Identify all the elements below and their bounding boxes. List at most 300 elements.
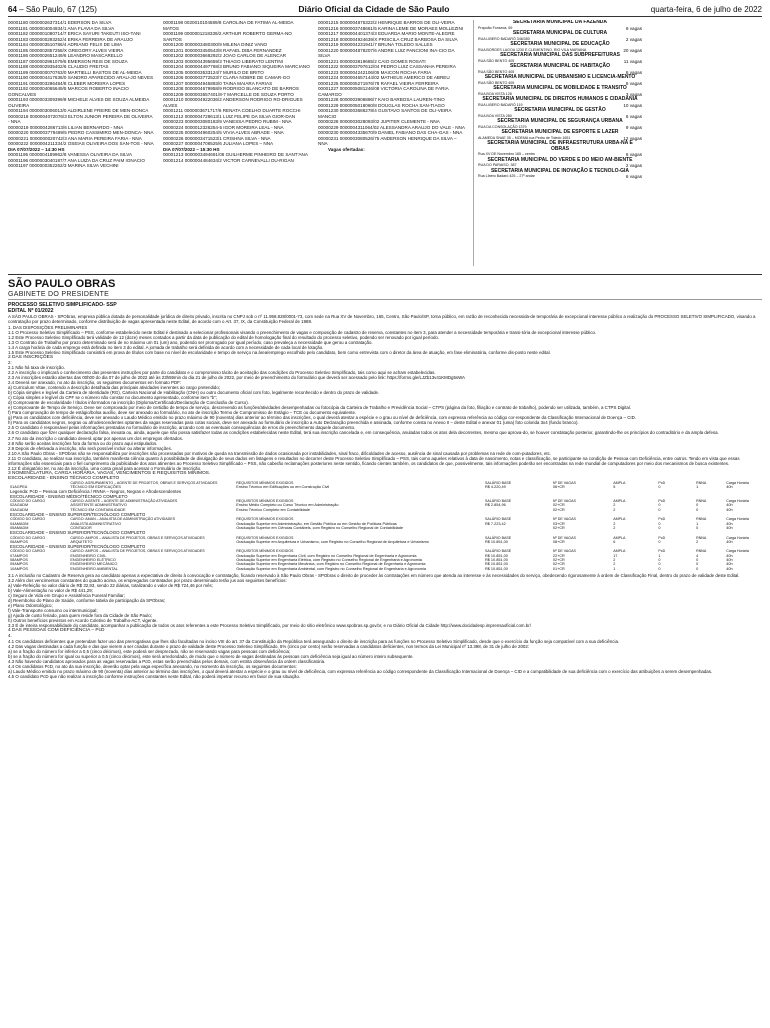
- table-cell: Carga Horária: [726, 535, 749, 540]
- edital-paragraph: 3 NOMENCLATURA, CARGA HORÁRIA, VAGAS, VENCIMENTOS E REQUISITOS MÍNIMOS.: [8, 470, 211, 476]
- table-cell: 0: [658, 521, 661, 526]
- secretaria-vagas: [478, 174, 642, 180]
- table-cell: RNNA: [696, 517, 707, 522]
- page-number: 64: [8, 5, 17, 14]
- candidate-entry: 00001202 0000003668292/2 JOAO CARLOS DE ALENCAR: [163, 53, 287, 58]
- candidate-entry: 00001191 0000003296484/8 CLEBER MOREIRA LOPES: [8, 80, 126, 86]
- candidate-entry: 00001213 0000003494691/06 GUILHERME PINHEIRO DE SANT'ANA: [163, 152, 308, 157]
- table-cell: PcD: [658, 480, 666, 485]
- edital-paragraph: 2:: [8, 359, 12, 365]
- table-cell: R$ 2.854,96: [485, 503, 506, 508]
- secretaria-name: SECRETARIA MUNICIPAL DE CULTURA: [512, 30, 608, 36]
- table-cell: Carga Horária: [726, 549, 749, 554]
- secretaria-name: SECRETARIA MUNICIPAL DA FAZENDA: [512, 20, 608, 25]
- candidate-entry: 00001203 0000004395659/3 THIAGO LIBERATO LENTINI: [163, 58, 284, 64]
- secretaria-name: SECRETARIA MUNICIPAL DO VERDE E DO MEIO AM-BIENTE: [487, 156, 633, 163]
- edital-paragraph: 2.7 No ato da inscrição o candidato deverá optar por apenas um dos empregos ofertados.: [8, 435, 184, 441]
- candidate-entry: 00001195 0000004189962/8 VANESSA OLIVEIRA DA SILVA: [8, 152, 133, 157]
- secretaria-address: Prapoão Fonseca, 69: [478, 25, 513, 30]
- candidate-entry: 00001188 0000002935402/6 CLAUDIO FREITAS: [8, 64, 109, 69]
- table-cell: 0: [696, 507, 699, 512]
- table-cell: 1: [696, 485, 699, 490]
- table-cell: 0: [658, 507, 661, 512]
- table-row: [8, 567, 762, 571]
- table-cell: RNNA: [696, 549, 707, 554]
- candidate-entry: 00000228 0000003028093/02 JUPITER CLEMENTE - NNA: [318, 119, 440, 124]
- journal-issue: São Paulo, 67 (125): [25, 5, 97, 14]
- edital-body: [8, 302, 762, 679]
- edital-paragraph: 4.1 Os candidatos deficientes que pretendam fazer uso das prerrogativas que lhes são facultadas no inciso VIII do art. 37 da Constituição da República terá assegurado o direito de inscrição para as funções no Processo Seletivo Simplificado, desde que o exercício da função seja compatível com a sua deficiência.: [8, 638, 620, 644]
- candidate-entry: 00001210 0000004922036/2 ANDERSON RODRIGO RO-DRIGUES ALVES: [163, 97, 303, 108]
- candidate-entry: 00001224 0000004657144/02 MATHEUS AMERICO DE ABREU: [318, 75, 450, 80]
- table-cell: R$ 7.223,42: [485, 521, 506, 526]
- edital-paragraph: a) Laudo Médico emitido no prazo máximo de 90 (noventa) dias anterior ao término das inscrições, o qual deverá atestar a espécie e o grau ou nível de deficiência, com expressa referência ao código correspondente da Classificação Internacional de Doença – CID e a compatibilidade de sua deficiência com o exercício das atribuições a serem desempenhadas.: [8, 668, 713, 674]
- candidate-entry: 00001200 0000003480300/9 MILENA DINIZ VANO: [163, 42, 268, 47]
- candidate-entry: 00001190 0000004417636/0 SANDRO APARECIDO ARAU-JO NEVES: [8, 75, 154, 80]
- jobs-table: [8, 481, 762, 571]
- table-cell: SALÁRIO BASE: [485, 499, 512, 504]
- edital-paragraph: A SÃO PAULO OBRAS - SPObras, empresa pública dotada de personalidade jurídica de direito privado, inscrita no CNPJ sob o nº 11.958.828/0001-73, com sede na Rua XV de Novembro, 165, Centro, São Paulo/SP, torna público, em razão de reconhecida necessida-de temporária de excepcional interesse público a realização do PROCESSO SELETIVO SIMPLIFICADO, visando a contratação por prazo determinado, conforme distribuição de vagas apresentada neste Edital, de acordo com o Art. 37, IX, da Constituição Federal de 1988.: [8, 314, 756, 325]
- table-cell: Nº DE VAGAS: [552, 549, 576, 554]
- candidate-entry: 00001211 0000003671717/6 RENATA COELHO DUARTE ROCCHI: [163, 108, 301, 113]
- edital-paragraph: 2.5 O candidato é responsável pelas informações prestadas no formulário de inscrição, arcando com as eventuais consequências de erros de preenchimento daquele documento.: [8, 425, 356, 431]
- candidate-entry: 00001225 0000005271976/78 RAFAEL VIEIRA FERREIRA: [318, 80, 439, 86]
- edital-paragraph: 1.2 Este Processo Seletivo Simplificado terá validade de 12 (doze) meses contados a partir da data de publicação do edital de homologação final do resultado do processo seletivo, podendo ser renovado por igual período.: [8, 334, 440, 340]
- edital-paragraph: 2 DAS INSCRIÇÕES: [8, 354, 54, 360]
- candidate-entry: 00000220 0000003779489/5 PEDRO CASSIMIRO MEN-DONCA- NNA: [8, 130, 154, 135]
- table-cell: 07AMPOS: [10, 553, 28, 558]
- table-cell: Ensino Técnico Completo em Contabilidade: [236, 507, 310, 512]
- table-cell: Graduação Superior em Arquitetura e Urbanismo, com Registro no Conselho Regional de Arquitetura e Urbanismo: [236, 539, 429, 544]
- secretaria-count: 6 vagas: [625, 69, 642, 75]
- table-cell: 01AGPEA: [10, 485, 28, 490]
- table-cell: ENGENHEIRO ELÉTRICO: [70, 558, 116, 562]
- table-cell: 2: [613, 521, 616, 526]
- table-cell: CÓDIGO DO CARGO: [10, 549, 46, 554]
- table-cell: CARGO: AMPOS – ANALISTA DE PROJETOS, OBRAS E SERVIÇOS ATIVIDADES: [70, 535, 205, 540]
- secretaria-name: SECRETARIA MUNICIPAL DE INOVAÇÃO E TECNOLO-GIA: [490, 167, 630, 174]
- table-cell: REQUISITOS MÍNIMOS EXIGIDOS: [236, 549, 294, 554]
- secretaria-count: 2 vagas: [625, 163, 642, 168]
- edital-paragraph: b) se a fração do número for igual ou superior a 0,5 (cinco décimos), este será arredondado, de modo que o número de vagas destinadas às pessoas com deficiência seja igual ao número inteiro subsequente.: [8, 653, 414, 659]
- candidate-entry: 00000229 0000004311064/02 ALESSANDRA ARAUJO DO VALE - NNA: [318, 124, 465, 130]
- table-cell: AMPLA: [613, 499, 626, 504]
- edital-paragraph: 1.1 O Processo Seletivo Simplificado – PSS, conforme estabelecido neste Edital é destinado a selecionar profissionais visando o preenchimento de vagas e composição de cadastro de reserva, constantes no item 3, para atender a necessidade temporária e transi-tória de excepcional interesse público.: [8, 329, 597, 335]
- secretaria-address: RUA LIBERO BADARÓ 346/350: [478, 36, 530, 41]
- table-cell: 08AMPOS: [10, 558, 28, 562]
- table-cell: 40h: [726, 562, 733, 567]
- table-cell: 5: [613, 485, 616, 490]
- candidate-entry: 00001197 0000000352262/3 MARINA SILVA VECHINI: [8, 163, 119, 168]
- edital-paragraph: 2.10 A São Paulo Obras - SPObras não se responsabiliza por inscrições não processadas por motivos de queda na transmissão de dados ocasionada por instabilidades, sinal fraco, dificuldades de acesso, ausência de sinal causada por problemas na rede de com-putadores, etc.: [8, 450, 552, 456]
- edital-paragraph: d) Comprovante de escolaridade / títulos informados na inscrição (Diploma/Certificado/Declaração de Conclusão de Curso).: [8, 400, 249, 406]
- edital-paragraph: 1.4 A carga horária de cada emprego está definida no item 3 do edital. A jornada de trabalho será definida de acordo com a necessidade de cada local de lotação.: [8, 344, 324, 350]
- secretaria-count: 9 vagas: [625, 124, 642, 130]
- candidate-entry: 00000226 0000003471523/1 CRISHNA SILVA - NNA: [163, 135, 271, 141]
- candidate-entry: 00001222 0000003797612/04 PEDRO LUIZ CASSANHA PEREIRA: [318, 64, 456, 69]
- table-section-label: ESCOLARIDADE – ENSINO SUPERIOR/TECNÓLOGO COMPLETO: [10, 512, 146, 518]
- table-cell: 0: [696, 503, 699, 508]
- table-cell: Ensino Médio Completo ou Curso Técnico em Administração: [236, 503, 339, 508]
- secretaria-name: SECRETARIA MUNICIPAL DE HABITAÇÃO: [510, 63, 610, 69]
- edital-paragraph: b) Cópia simples e legível da Carteira de Identidade (RG), Carteira Nacional de Habilitação (CNH) ou outro documento oficial com foto, legalmente reconhecido e dentro do prazo de validade.: [8, 390, 380, 396]
- edital-paragraph: 4.3 Não havendo candidatos aprovados para as vagas reservadas a PcD, estas serão preenchidas pelos demais, com estrita observância da ordem classificatória.: [8, 658, 326, 664]
- edital-paragraph: 3.3 É de inteira responsabilidade do candidato, acompanhar a publicação de todos os atos referentes a este Processo Seletivo Simplificado, por meio do sítio eletrônico www.spobras.sp.gov.br, e no Diário Oficial da Cidade http://www.docidadesp.imprensaoficial.com.br/: [8, 623, 531, 629]
- candidate-entry: 00001183 0000000293252/4 ERIKA FERREIRA DE ARAUJO: [8, 36, 133, 42]
- edital-number: EDITAL Nº 01/2022: [8, 308, 54, 315]
- edital-paragraph: 2.2 A inscrição o implicará o conhecimento das presentes instruções por parte do candidato e o compromisso tácito de aceitação das condições do Processo Seletivo Simplificado, tais como aqui se acham estabelecidas.: [8, 369, 436, 375]
- table-cell: ANALISTA ADMINISTRATIVO: [70, 521, 122, 526]
- process-title: PROCESSO SELETIVO SIMPLIFICADO- SSP: [8, 302, 117, 308]
- table-cell: Nº DE VAGAS: [552, 517, 576, 522]
- table-cell: R$ 10.851,00: [485, 562, 508, 567]
- secretaria-address: RUA DO PARAISO, 387: [478, 163, 517, 167]
- table-cell: 04AMADM: [10, 521, 29, 526]
- edital-paragraph: 4.: [8, 633, 12, 639]
- secretaria-name: SECRETARIA MUNICIPAL DAS SUBPREFEITURAS: [500, 52, 620, 58]
- table-cell: CÓDIGO DO CARGO: [10, 499, 46, 504]
- table-cell: ARQUITETO: [70, 539, 93, 544]
- candidate-entry: 00001187 0000002961079/6 EMERSON REIS DE SOUZA: [8, 58, 128, 64]
- secretaria-count: 6 vagas: [625, 80, 642, 86]
- secretaria-count: 6 vagas: [625, 113, 642, 119]
- table-cell: 03+CR: [552, 521, 565, 526]
- table-cell: PcD: [658, 499, 666, 504]
- candidate-entry: 00001208 0000004679958/9 RODRIGO BLANCATO DE BARROS: [163, 86, 299, 91]
- secretaria-name: SECRETARIA MUNICIPAL DE URBANISMO E LICENCIA-MENTO: [484, 74, 636, 80]
- secretaria-address: Rua Líbero Badaró 425 – 27º andar: [478, 174, 535, 178]
- edital-paragraph: 2.4 Deverá ser anexado, no ato da inscrição, os seguintes documentos em formato PDF:: [8, 380, 182, 386]
- candidate-entry: 00001220 0000004878207/6 ANDRE LUIZ PANCIONI INA-CIO DA SILVA: [318, 47, 455, 58]
- table-cell: R$ 10.851,00: [485, 539, 508, 544]
- edital-paragraph: h) Para os candidatos negros, negras ou afrodescendentes optantes da vagas reservadas para cotas sociais, deve ser anexado ao formulário de inscrição a Auto Declaração preenchida e assinada, conforme consta no Anexo II – deste Edital e anexar 01 (uma) foto colorida 3x4 (fundo branco).: [8, 420, 579, 426]
- table-cell: PcD: [658, 549, 666, 554]
- candidate-entry: 00001180 0000002637314/1 EDERSON DA SILVA: [8, 20, 112, 25]
- table-cell: 0: [696, 566, 699, 571]
- secretaria-count: 10 vagas: [623, 102, 642, 108]
- table-cell: 0: [658, 485, 661, 490]
- secretaria-count: 6 vagas: [625, 152, 642, 157]
- secretaria-name: SECRETARIA MUNICIPAL DE INFRAESTRUTURA URBA-NA E OBRAS: [487, 140, 633, 152]
- table-section-label: ESCOLARIDADE - ENSINO MÉDIO/TÉCNICO COMPLETO: [10, 493, 128, 499]
- table-section-label: ESCOLARIDADE – ENSINO SUPERIOR/TECNÓLOGO COMPLETO: [10, 544, 146, 550]
- table-cell: 0: [658, 503, 661, 508]
- table-cell: RNNA: [696, 499, 707, 504]
- section-title: SÃO PAULO OBRAS: [8, 278, 116, 290]
- candidate-column-3: [318, 20, 465, 266]
- table-cell: REQUISITOS MÍNIMOS EXIGIDOS: [236, 535, 294, 540]
- table-cell: 0: [696, 525, 699, 530]
- candidate-entry: 00001219 0000004231941/7 BRUNA TOLEDO SALLES: [318, 42, 433, 47]
- edital-paragraph: e) Comprovante de Tempo de Serviço. Deve ser comprovado por meio de certidão de tempo de serviço, descrevendo as funções/atividades desempenhadas ou fotocópia da Carteira de Trabalho e Previdência Social – CTPS (página da foto, filiação e contrato de trabalho), podendo ser utilizada, também, a CTPS Digital.: [8, 405, 632, 411]
- secretaria-address: RUA SÃO BENTO 405: [478, 80, 515, 85]
- secretaria-count: 6 vagas: [625, 174, 642, 179]
- table-legend: Legenda: PcD – Pessoa com Deficiência / RNNA – Negros, Negras e Afrodescendentes: [10, 488, 182, 494]
- table-cell: 6: [613, 539, 616, 544]
- candidate-entry: 00001212 0000004728613/1 LUIZ FELIPE DA SILVA GIOR-DAN: [163, 113, 296, 119]
- table-cell: TÉCNICO EM EDIFICAÇÕES: [70, 485, 121, 490]
- secretaria-name: SECRETARIA MUNICIPAL DE ESPORTE E LAZER: [501, 129, 619, 135]
- candidate-entry: 00001181 0000004004934/1 ANA FLAVIA DA SILVA: [8, 25, 115, 31]
- secretaria-address: RUA BOA VISTA 128: [478, 91, 512, 96]
- table-cell: Graduação Superior em Engenharia Elétrica, com Registro no Conselho Regional de Engenharia e Agronomia: [236, 558, 422, 562]
- table-cell: AMPLA: [613, 480, 626, 485]
- table-cell: 02AGADM: [10, 503, 29, 508]
- table-cell: Carga Horária: [726, 480, 749, 485]
- table-cell: SALÁRIO BASE: [485, 480, 512, 485]
- candidate-entry: 00001198 0020010104589/8 CAROLINA DE FATIMA AL-MEIDA MATOS: [163, 20, 294, 31]
- table-cell: 08+CR: [552, 539, 565, 544]
- candidate-entry: 00001230 0000003686278/4 GUSTAVO SANTOS DE OLI-VEIRA MANCIO: [318, 108, 452, 119]
- edital-paragraph: 4.5 O candidato PcD que não realizar a inscrição conforme instruções constantes neste Edital, não poderá impetrar recurso em favor de sua situação.: [8, 673, 301, 679]
- table-cell: REQUISITOS MÍNIMOS EXIGIDOS: [236, 480, 294, 485]
- edital-paragraph: 4.2 Das vagas destinadas a cada função e das que vierem a ser criadas durante o prazo de validade deste Processo Seletivo Simplificado, 5% (cinco por cento) serão reservadas a candidatos deficientes, nos termos da Lei Municipal nº 13.398, de 31 de julho de 2002:: [8, 643, 529, 649]
- edital-paragraph: a) Curriculum Vitae, contendo a descrição detalhada das principais atividades inerentes ao cargo pretendido;: [8, 385, 221, 391]
- table-cell: SALÁRIO BASE: [485, 549, 512, 554]
- table-cell: AMPLA: [613, 517, 626, 522]
- table-cell: 03AGADM: [10, 507, 29, 512]
- candidate-entry: 00000219 0000004286713/6 LILIAN BERNARDO - NNA: [8, 124, 124, 130]
- table-cell: 1: [658, 553, 661, 558]
- table-cell: ENGENHEIRO CIVIL: [70, 553, 107, 558]
- table-cell: R$ 10.851,00: [485, 553, 508, 558]
- table-cell: CÓDIGO DO CARGO: [10, 517, 46, 522]
- edital-paragraph: c) Seguro de Vida em Grupo e Assistência Funeral Familiar;: [8, 593, 125, 599]
- edital-paragraph: 1.5 Este Processo Seletivo Simplificado consistirá em prova de títulos com base no nível de escolaridade e tempo de serviço na área/emprego escolhido pelo candidato, bem como entrevista com o diretor da área de atuação, em fase eliminatória, conforme dis-posto neste edital.: [8, 349, 551, 355]
- table-cell: Graduação Superior em Ciências Contábeis, com Registro no Conselho Regional de Contabilidade: [236, 525, 403, 530]
- edital-paragraph: c) Cópia simples e legível do CPF se o número não constar no documento apresentado, conforme item "b";: [8, 395, 217, 401]
- edital-paragraph: 2.12 É obrigatório ter, no ato da inscrição, uma conta gmail para acessar o Formulário de Inscrição.: [8, 465, 202, 471]
- candidate-entry: 00000224 0000012326254-5 IGOR MOREIRA LEAL - NNA: [163, 124, 284, 130]
- newspaper-page: [8, 4, 762, 1020]
- candidate-entry: 00001185 0000002857258/X GREGORY ALVES VIEIRA: [8, 47, 124, 53]
- candidate-entry: 00000218 0000004072076/3 ELTON JUNIOR PEREIRA DE OLIVEIRA - NNA: [8, 113, 153, 124]
- table-cell: 0: [696, 558, 699, 562]
- table-cell: AMPLA: [613, 535, 626, 540]
- secretaria-name: SECRETARIA MUNICIPAL DE SEGURANÇA URBANA: [497, 118, 623, 124]
- table-cell: 40h: [726, 525, 733, 530]
- edital-paragraph: 1. DAS DISPOSIÇÕES PRELIMINARES: [8, 324, 88, 330]
- table-cell: 1: [696, 521, 699, 526]
- edital-paragraph: 2.1 Não há taxa de inscrição.: [8, 364, 65, 370]
- table-cell: CARGO: AGENTE – AGENTE DE ADMINISTRAÇÃO ATIVIDADES: [70, 499, 178, 504]
- edital-paragraph: 2.9 Depois de efetivada a inscrição, não será possível incluir ou alterar informações.: [8, 445, 173, 451]
- edital-paragraph: e) Plano Odontológico;: [8, 603, 53, 609]
- table-cell: SALÁRIO BASE: [485, 517, 512, 522]
- table-cell: 2: [613, 507, 616, 512]
- table-cell: 40h: [726, 507, 733, 512]
- secretaria-count: 11 vagas: [623, 58, 642, 64]
- candidate-entry: 00001192 0000004065649/5 MARCOS ROBERTO INACIO GONCALVES: [8, 86, 129, 97]
- table-cell: 02+CR: [552, 558, 565, 562]
- candidate-entry: 00001209 0000003557401/8-7 MARCELLE DE SOUZA PORTO: [163, 91, 294, 97]
- vagas-column: [473, 20, 642, 266]
- secretaria-address: RUA SÃO BENTO 405: [478, 69, 515, 74]
- table-cell: 40h: [726, 485, 733, 490]
- secretaria-address: RUA SÃO BENTO 405: [478, 58, 515, 63]
- candidate-entry: 00001218 0000004924639/X PRISCILA CRUZ BARBOSA DA SILVA: [318, 36, 458, 42]
- candidate-entry: 00001216 0000003748661/5 KARINA LEME DE MORAES MOLLEZINI: [318, 25, 464, 31]
- table-cell: 0: [696, 562, 699, 567]
- candidate-entry: 00000223 0000003080183/9 VANESSA PEDRO RUBIM - NNA: [163, 119, 292, 124]
- candidate-column-2: [163, 20, 310, 266]
- table-cell: 40h: [726, 521, 733, 526]
- candidate-entry: 00001223 0000004242106/05 MAICON ROCHA FARIA: [318, 69, 432, 75]
- table-cell: REQUISITOS MÍNIMOS EXIGIDOS: [236, 499, 294, 504]
- edital-paragraph: 2.8 Não serão aceitas inscrições fora da forma ou do prazo aqui estipulados.: [8, 440, 158, 446]
- table-cell: ENGENHEIRO AMBIENTAL: [70, 566, 118, 571]
- secretaria-address: RUA BORGES LAGOA 1230 E CLEMENTINO, RIO VILA MARIANA: [478, 47, 587, 52]
- table-cell: 40h: [726, 503, 733, 508]
- table-cell: 09AMPOS: [10, 562, 28, 567]
- candidate-entry: 00000221 0000000020742/3 ANA MARIA PEREIRA FARIA - NNA: [8, 135, 142, 141]
- secretaria-address: RUA DA CONSOLAÇÃO 1379: [478, 124, 527, 129]
- edital-paragraph: h) Outros benefícios previstos em Acordo Coletivo de Trabalho-ACT, vigente.: [8, 618, 158, 624]
- secretaria-address: ALAMEDA SNAE 35 – MOEMA rua Pedro de Toledo 1651: [478, 135, 571, 140]
- table-cell: Graduação Superior em Engenharia Civil, com Registro no Conselho Regional de Engenharia e Agronomia: [236, 553, 417, 558]
- candidate-entry: 00001229 0000005018060/8 DOUGLAS ROCHA SAN-TIAGO: [318, 102, 445, 108]
- table-cell: 22+CR: [552, 553, 565, 558]
- table-cell: R$ 10.851,00: [485, 558, 508, 562]
- candidate-entry: 00001206 0000003772523/7 CLARA NOBRE DE CAMAR-GO: [163, 75, 290, 80]
- candidate-entry: 00001221 0000003819685/2 CAIO GOMES ROSATI: [318, 58, 426, 64]
- table-cell: Nº DE VAGAS: [552, 499, 576, 504]
- table-cell: Graduação Superior em Engenharia Mecânica, com Registro no Conselho Regional de Engenharia e Agronomia: [236, 562, 426, 567]
- table-cell: 4: [696, 553, 699, 558]
- issue-date: quarta-feira, 6 de julho de 2022: [650, 5, 762, 14]
- edital-paragraph: g) Para os candidatos com deficiência, deve ser anexado o Laudo Médico emitido no prazo máximo de 90 (noventa) dias anterior ao término das inscrições, o qual deverá atestar a espécie e o grau ou nível de deficiência, com expressa referência ao código cor-respondente da Classificação Internacional de Doença – CID.: [8, 415, 636, 421]
- table-cell: 2: [613, 562, 616, 567]
- table-cell: R$ 10.851,00: [485, 566, 508, 571]
- table-cell: 02+CR: [552, 503, 565, 508]
- candidate-entry: 00001215 0000004875322/2 HENRIQUE BARROS DE OLI-VEIRA: [318, 20, 455, 25]
- edital-paragraph: 2.6 O candidato que fizer qualquer declaração falsa, inexata ou, ainda, aquele que não possa satisfazer todas as condições estabelecidas neste Edital, terá sua inscrição cancelada e, em consequência, anuladas todos os atos dela decorrentes, mesmo que aprova-do, se houver constatação posterior, garantindo-lhe os princípios do contraditório e da ampla defesa.: [8, 430, 719, 436]
- secretaria-address: Rua XV DE Novembro 165 – centro: [478, 152, 535, 156]
- candidate-column-1: [8, 20, 155, 266]
- table-cell: RNNA: [696, 535, 707, 540]
- table-cell: Graduação Superior em Engenharia Ambiental, com Registro no Conselho Regional de Engenharia e Agronomia: [236, 566, 426, 571]
- table-cell: TÉCNICO EM CONTABILIDADE: [70, 507, 126, 512]
- candidate-entry: 00000225 0000004960254/5 VIVIA ALVES ABRADE - NNA: [163, 130, 284, 135]
- table-cell: 06AMPOS: [10, 539, 28, 544]
- table-cell: Carga Horária: [726, 499, 749, 504]
- secretaria-name: SECRETARIA MUNICIPAL DE EDUCAÇÃO: [510, 41, 610, 47]
- candidate-entry: 00000230 0000004335670/9 DANIEL FABIANO DAS CHA-GAS - NNA: [318, 130, 463, 135]
- edital-paragraph: 2.3 As inscrições estarão abertas das 00h00 do dia 07 de julho de 2022 até às 23h59min do dia 21 de julho de 2022, por meio de preenchimento do formulário que deverá ser acessado pelo link: https://forms.gle/LJZb13v41KMDg5sWA: [8, 374, 465, 380]
- section-subtitle: GABINETE DO PRESIDENTE: [8, 291, 762, 300]
- table-cell: 10AMPOS: [10, 566, 28, 571]
- table-cell: 0: [658, 525, 661, 530]
- candidate-entry: 00001189 0000000070763/0 MARTIELLI BASTOS DE AL-MEIDA: [8, 69, 142, 75]
- secretaria-name: SECRETARIA MUNICIPAL DE DIREITOS HUMANOS E CIDADANIA: [482, 96, 638, 102]
- table-cell: Graduação Superior em Administração, em Gestão Pública ou em Gestão de Políticas Públicas: [236, 521, 397, 526]
- table-cell: 1: [613, 566, 616, 571]
- candidate-entry: 00001228 0000003906896/7 KAIO BARBOSA LAUREN-TINO: [318, 97, 445, 102]
- table-cell: 02+CR: [552, 562, 565, 567]
- candidate-entry: 00001199 0000001218339/2 ARTHUR ROBERTO GERMA-NO SANTOS: [163, 31, 292, 42]
- secretaria-count: 12 vagas: [623, 135, 642, 141]
- edital-paragraph: f) Para comprovação de tempo de estágio/bolsa auxílio, deve ser anexado ao formulário, no ato de inscrição Termo de Compromisso de Estágio – TCE ou documento equivalente.: [8, 410, 357, 416]
- edital-paragraph: 2.11 O candidato, ao realizar sua inscrição, também manifesta ciência quanto à possibilidade de divulgação de seus dados em listagens e resultados no decorrer deste Processo Seletivo Simplificado – PSS, tais como aqueles relativos à data de nascimento, notas e classificação, se participante na condição de Pessoa com Deficiência, entre outros. Tendo em vista que essas informações são essenciais para o fiel cumprimento da publicidade dos atos atinentes ao Processo Seletivo Simplificado – PSS, não caberão reclamações posteriores neste sentido, ficando cientes também, os candidatos de que, possivelmente, tais informações poderão ser encontradas na rede mundial de computadores por meio dos mecanismos de busca existentes.: [8, 455, 740, 466]
- table-cell: REQUISITOS MÍNIMOS EXIGIDOS: [236, 517, 294, 522]
- edital-paragraph: a) se a fração do número for inferior a 0,5 (cinco décimos), este poderá ser desprezado, não se reservando vagas para pessoas com deficiência;: [8, 648, 291, 654]
- table-cell: 06+CR: [552, 485, 565, 490]
- secretaria-address: RUA LIBERO BADARÓ 119: [478, 102, 523, 107]
- secretaria-count: 20 vagas: [623, 47, 642, 53]
- table-cell: CARGO: AMPOS – ANALISTA DE PROJETOS, OBRAS E SERVIÇOS ATIVIDADES: [70, 549, 205, 554]
- table-cell: Ensino Técnico em Edificações ou em Construção Civil: [236, 485, 330, 490]
- table-cell: 2: [696, 539, 699, 544]
- edital-paragraph: ESCOLARIDADE - ENSINO TÉCNICO COMPLETO: [8, 475, 120, 481]
- edital-paragraph: a) Vale-Refeição no valor diário de R$ 32,93, sendo 22 diárias, totalizando o valor de R$ 724,46 por mês;: [8, 582, 213, 588]
- table-section-label: ESCOLARIDADE – ENSINO SUPERIOR/TECNÓLOGO COMPLETO: [10, 530, 146, 536]
- table-cell: 02+CR: [552, 507, 565, 512]
- table-cell: R$ 4.220,49: [485, 485, 506, 490]
- candidate-entry: DIA 07/07/2022 – 14:30 HS: [8, 146, 65, 152]
- journal-title: Diário Oficial da Cidade de São Paulo: [298, 4, 450, 14]
- table-cell: CÓDIGO DO CARGO: [10, 535, 46, 540]
- edital-paragraph: b) Vale-Alimentação no valor de R$ 441,29;: [8, 588, 93, 594]
- edital-paragraph: d) Reembolso do Plano de Saúde, conforme tabela de participação da SPObras;: [8, 598, 166, 604]
- table-cell: 2: [613, 525, 616, 530]
- edital-paragraph: 4.4 Os candidatos PcD, no ato da sua inscrição, deverão optar pela vaga específica anexando, no momento da inscrição, os seguintes documentos:: [8, 663, 297, 669]
- candidate-entry: 00001227 0000005081246/08 VICTORIA CAROLINA DE FARIA CAMARGO: [318, 86, 449, 97]
- candidate-entry: 00000222 0000004211334/2 OSEIAS OLIVEIRA DOS SAN-TOS - NNA: [8, 141, 154, 146]
- candidate-entry: 00001201 0000003450543/8 RAFAEL DIBA FERNANDEZ: [163, 47, 282, 53]
- table-cell: PcD: [658, 517, 666, 522]
- edital-paragraph: 1.3 O Contrato de Trabalho por prazo determinado será de no máximo um 01 (um) ano, podendo ser prorrogado por igual período, caso prevaleça a necessidade que gerou a contratação.: [8, 339, 373, 345]
- page-header: 64 – São Paulo, 67 (125) Diário Oficial da Cidade de São Paulo quarta-feira, 6 de julho de 2022: [8, 4, 762, 17]
- table-cell: 0: [658, 566, 661, 571]
- candidate-entry: 00001205 0000003533124/7 MURILO DE BRITO: [163, 69, 264, 75]
- table-cell: 2: [613, 558, 616, 562]
- vagas-ofertadas-label: Vagas ofertadas:: [328, 146, 365, 152]
- candidate-entry: 00001182 0000001080714/7 ERICA SAYURI TAKEUTI ISO-TANI: [8, 31, 141, 36]
- table-cell: 17: [613, 553, 618, 558]
- candidate-entry: 00001193 0000003309399/8 MICHELE ALVES DE SOUZA ALMEIDA OLIVEIRA: [8, 97, 150, 108]
- table-cell: RNNA: [696, 480, 707, 485]
- secretaria-count: 2 vagas: [625, 36, 642, 42]
- table-cell: 40h: [726, 566, 733, 571]
- secretaria-count: 9 vagas: [625, 25, 642, 31]
- table-cell: 2: [613, 503, 616, 508]
- candidate-entry: 00001196 0000003040187/7 ANA LUIZA DA CRUZ PAIM IGNACIO: [8, 157, 145, 163]
- secretaria-name: SECRETARIA MUNICIPAL DE GESTÃO: [514, 107, 606, 113]
- table-cell: CARGO: AMAN – ANALISTA DE ADMINISTRAÇÃO ATIVIDADES: [70, 517, 176, 522]
- secretaria-count: 3 vagas: [625, 91, 642, 97]
- table-cell: Carga Horária: [726, 517, 749, 522]
- table-cell: ASSISTENTE ADMINISTRATIVO: [70, 503, 127, 508]
- candidate-lists: [8, 20, 762, 266]
- table-cell: 0: [658, 539, 661, 544]
- table-cell: ENGENHEIRO MECÂNICO: [70, 562, 118, 567]
- table-cell: 01+CR: [552, 566, 565, 571]
- secretaria-name: SECRETARIA MUNICIPAL DE MOBILIDADE E TRANSITO: [493, 85, 627, 91]
- edital-paragraph: g) Ajuda de custo feriado, para quem reside fora da Cidade de São Paulo;: [8, 613, 153, 619]
- edital-paragraph: 3.2 Além dos vencimentos constantes do quadro acima, os empregados contratados por prazo determinado terão jus aos seguintes benefícios:: [8, 577, 287, 583]
- candidate-entry: DIA 07/07/2022 – 15:30 HS: [163, 146, 220, 152]
- table-cell: 0: [658, 558, 661, 562]
- table-cell: 40h: [726, 539, 733, 544]
- candidate-entry: 00000227 0000004706525/6 JULIANA LOPES – NNA: [163, 141, 274, 146]
- edital-paragraph: f) Vale-Transporte consumo ou intermunicipal;: [8, 608, 98, 614]
- table-cell: 05AMADM: [10, 525, 29, 530]
- table-cell: 40h: [726, 558, 733, 562]
- edital-paragraph: 4 DAS PESSOAS COM DEFICIÊNCIA – PcD: [8, 628, 105, 634]
- table-cell: 0: [658, 562, 661, 567]
- candidate-entry: 00000231 0000003080526/75 ANDERSON HENRIQUE DA SILVA –NNA: [318, 135, 457, 146]
- candidate-entry: 00001184 0000003510786/4 ADRIANO FELIX DE LIMA: [8, 42, 123, 47]
